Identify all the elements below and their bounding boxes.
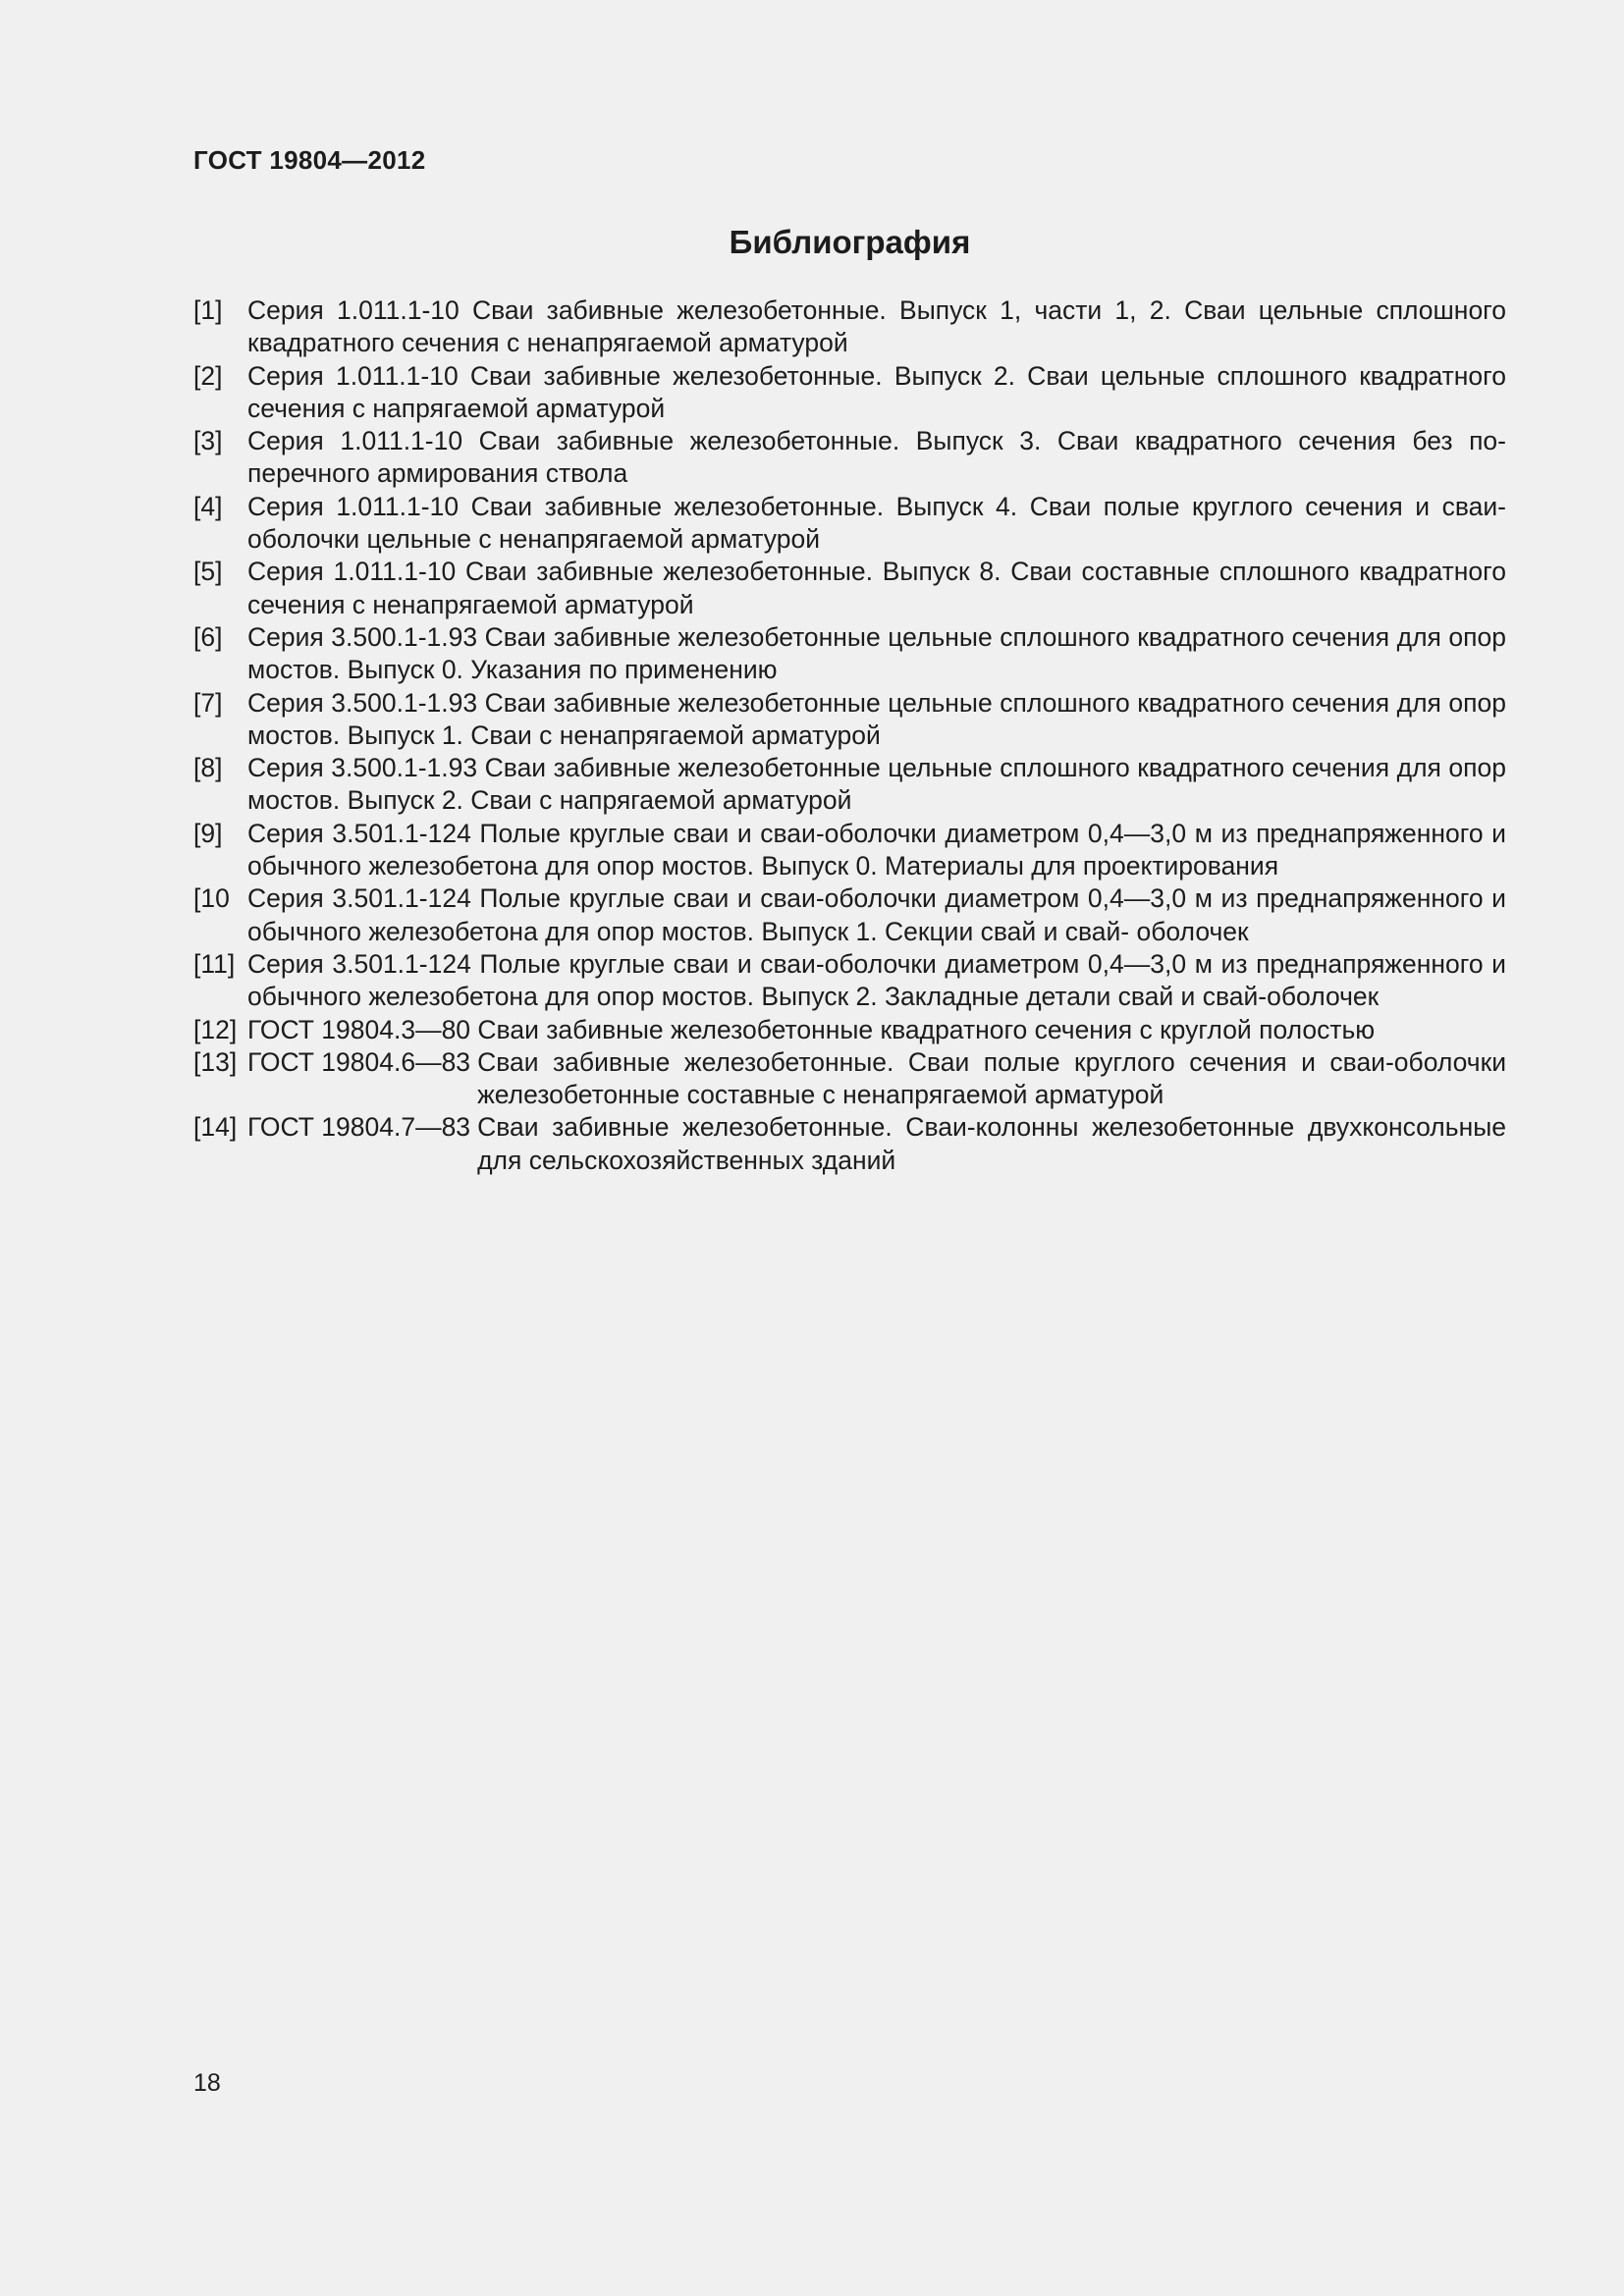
reference-text: Серия 3.500.1-1.93 Сваи забивные железобетонные цельные сплошного квадратного сечения для опор мостов. Выпуск 1. Сваи с ненапрягаемой арматурой bbox=[247, 687, 1506, 750]
bibliography-item bbox=[193, 948, 1506, 1014]
bibliography-item bbox=[193, 687, 1506, 753]
reference-text: Сваи забивные железобетонные. Сваи полые круглого сечения и сваи-оболочки железобетонные составные с ненапрягаемой арматурой bbox=[477, 1046, 1506, 1110]
standard-reference: ГОСТ 19804.6—83 bbox=[247, 1046, 471, 1077]
reference-text: Серия 1.011.1-10 Сваи забивные железобетонные. Выпуск 1, части 1, 2. Сваи цельные сплошного квадратного сечения с ненапрягаемой арматурой bbox=[247, 295, 1506, 358]
bibliography-item bbox=[193, 882, 1506, 948]
bibliography-item bbox=[193, 818, 1506, 883]
reference-number: [11] bbox=[193, 948, 236, 979]
reference-number: [5] bbox=[193, 557, 223, 587]
reference-text: Серия 1.011.1-10 Сваи забивные железобетонные. Выпуск 4. Сваи полые круглого сечения и сваи-оболочки цельные с ненапрягаемой арматурой bbox=[247, 491, 1506, 555]
page-number: 18 bbox=[193, 2069, 221, 2097]
bibliography-item bbox=[193, 752, 1506, 818]
bibliography-item bbox=[193, 621, 1506, 687]
reference-number: [12] bbox=[193, 1014, 238, 1044]
bibliography-item bbox=[193, 294, 1506, 360]
reference-number: [9] bbox=[193, 818, 223, 848]
reference-number: [8] bbox=[193, 753, 223, 783]
reference-text: ГОСТ 19804.3—80 Сваи забивные железобетонные квадратного сечения с круглой полостью bbox=[247, 1014, 1376, 1044]
reference-number: [6] bbox=[193, 621, 223, 652]
bibliography-item bbox=[193, 360, 1506, 426]
bibliography-item bbox=[193, 1111, 1506, 1177]
reference-number: [3] bbox=[193, 426, 223, 456]
reference-text: Серия 1.011.1-10 Сваи забивные железобетонные. Выпуск 3. Сваи квадратного сечения без поперечного армирования ствола bbox=[247, 426, 1506, 489]
reference-text: Сваи забивные железобетонные. Сваи-колонны железобетонные двухконсольные для сельскохозяйственных зданий bbox=[477, 1112, 1506, 1175]
document-header: ГОСТ 19804—2012 bbox=[193, 145, 426, 175]
reference-text: Серия 3.500.1-1.93 Сваи забивные железобетонные цельные сплошного квадратного сечения для опор мостов. Выпуск 2. Сваи с напрягаемой арматурой bbox=[247, 753, 1506, 816]
reference-number: [7] bbox=[193, 687, 223, 718]
reference-text: Серия 3.501.1-124 Полые круглые сваи и сваи-оболочки диаметром 0,4—3,0 м из преднапряженного и обычного железобетона для опор мостов. Выпуск 1. Секции свай и свай- оболочек bbox=[247, 883, 1506, 946]
reference-number: [14] bbox=[193, 1112, 238, 1143]
bibliography-item bbox=[193, 1046, 1506, 1112]
reference-number: [10 bbox=[193, 883, 230, 914]
reference-number: [2] bbox=[193, 360, 223, 391]
reference-number: [13] bbox=[193, 1046, 238, 1077]
reference-text: Серия 3.500.1-1.93 Сваи забивные железобетонные цельные сплошного квадратного сечения для опор мостов. Выпуск 0. Указания по применению bbox=[247, 621, 1506, 685]
reference-text: Серия 1.011.1-10 Сваи забивные железобетонные. Выпуск 8. Сваи составные сплошного квадратного сечения с ненапрягаемой арматурой bbox=[247, 557, 1506, 619]
reference-text: Серия 3.501.1-124 Полые круглые сваи и сваи-оболочки диаметром 0,4—3,0 м из преднапряженного и обычного железобетона для опор мостов. Выпуск 2. Закладные детали свай и свай-оболочек bbox=[247, 948, 1506, 1012]
bibliography-item bbox=[193, 1014, 1506, 1046]
reference-text: Серия 3.501.1-124 Полые круглые сваи и сваи-оболочки диаметром 0,4—3,0 м из преднапряженного и обычного железобетона для опор мостов. Выпуск 0. Материалы для проектирования bbox=[247, 818, 1506, 881]
section-title: Библиография bbox=[729, 224, 971, 260]
bibliography-item bbox=[193, 491, 1506, 557]
bibliography-list bbox=[193, 294, 1506, 1177]
standard-reference: ГОСТ 19804.7—83 bbox=[247, 1112, 471, 1143]
bibliography-item bbox=[193, 556, 1506, 621]
bibliography-item bbox=[193, 425, 1506, 491]
reference-number: [4] bbox=[193, 491, 223, 521]
reference-number: [1] bbox=[193, 295, 223, 325]
reference-text: Серия 1.011.1-10 Сваи забивные железобетонные. Выпуск 2. Сваи цельные сплошного квадратного сечения с напрягаемой арматурой bbox=[247, 360, 1506, 423]
